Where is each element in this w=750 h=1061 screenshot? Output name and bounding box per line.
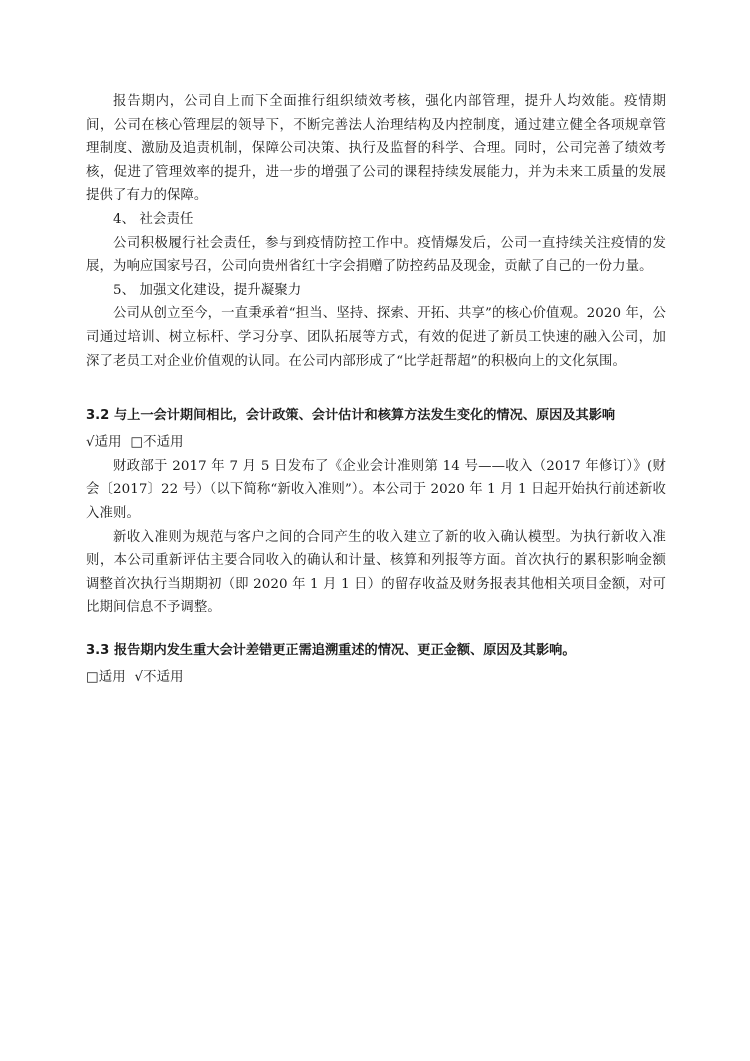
section-3-2-paragraph-1: 财政部于 2017 年 7 月 5 日发布了《企业会计准则第 14 号——收入（2017 年修订）》(财会〔2017〕22 号）（以下简称“新收入准则”）。本公司于 2020 年 1 月 1 日起开始执行前述新收入准则。 bbox=[86, 458, 666, 521]
applicable-checked: √适用 bbox=[86, 435, 122, 451]
item-4-paragraph: 公司积极履行社会责任，参与到疫情防控工作中。疫情爆发后，公司一直持续关注疫情的发展，为响应国家号召，公司向贵州省红十字会捐赠了防控药品及现金，贡献了自己的一份力量。 bbox=[86, 235, 666, 275]
applicable-unchecked: □适用 bbox=[86, 669, 126, 685]
section-3-2-paragraph-2: 新收入准则为规范与客户之间的合同产生的收入建立了新的收入确认模型。为执行新收入准则，本公司重新评估主要合同收入的确认和计量、核算和列报等方面。首次执行的累积影响金额调整首次执行当期期初（即 2020 年 1 月 1 日）的留存收益及财务报表其他相关项目金额，对可比期间信息不予调整。 bbox=[86, 529, 666, 616]
not-applicable-unchecked: □不适用 bbox=[130, 435, 184, 451]
section-3-2-applicability bbox=[86, 431, 666, 455]
document-page bbox=[86, 90, 666, 689]
section-3-2-heading: 3.2 与上一会计期间相比，会计政策、会计估计和核算方法发生变化的情况、原因及其影响 bbox=[86, 408, 616, 424]
section-gap bbox=[86, 620, 666, 640]
item-5-paragraph: 公司从创立至今，一直秉承着“担当、坚持、探索、开拓、共享”的核心价值观。2020 年，公司通过培训、树立标杆、学习分享、团队拓展等方式，有效的促进了新员工快速的融入公司，加深了老员工对企业价值观的认同。在公司内部形成了“比学赶帮超”的积极向上的文化氛围。 bbox=[86, 306, 666, 369]
item-4-title: 4、 社会责任 bbox=[113, 211, 194, 227]
item-5-title: 5、 加强文化建设，提升凝聚力 bbox=[113, 282, 302, 298]
management-paragraph: 报告期内，公司自上而下全面推行组织绩效考核，强化内部管理，提升人均效能。疫情期间，公司在核心管理层的领导下，不断完善法人治理结构及内控制度，通过建立健全各项规章管理制度、激励及追责机制，保障公司决策、执行及监督的科学、合理。同时，公司完善了绩效考核，促进了管理效率的提升，进一步的增强了公司的课程持续发展能力，并为未来工质量的发展提供了有力的保障。 bbox=[86, 94, 666, 204]
section-3-3-heading: 3.3 报告期内发生重大会计差错更正需追溯重述的情况、更正金额、原因及其影响。 bbox=[86, 642, 576, 658]
not-applicable-checked: √不适用 bbox=[134, 669, 184, 685]
section-gap bbox=[86, 373, 666, 405]
section-3-3-applicability bbox=[86, 666, 666, 690]
